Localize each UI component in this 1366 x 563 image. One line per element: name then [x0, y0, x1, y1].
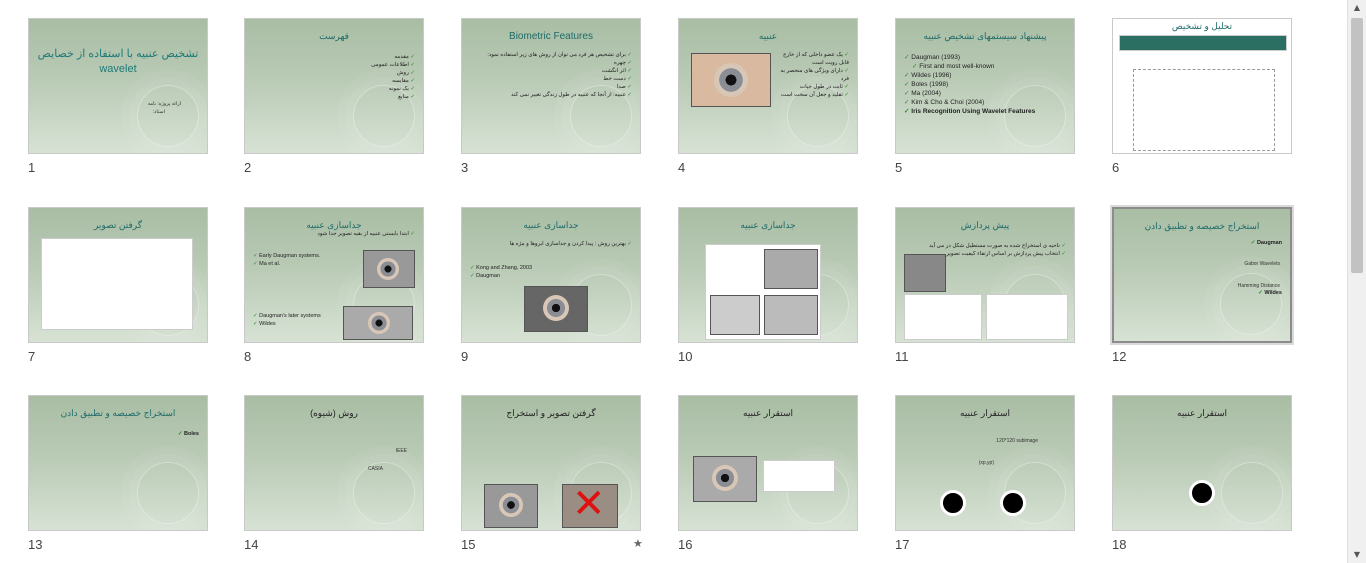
slide-thumbnail[interactable]	[895, 18, 1075, 154]
background-swirl	[1221, 462, 1283, 524]
slide-number: 2	[244, 160, 252, 175]
bullet: ✓ Early Daugman systems.	[253, 252, 415, 260]
bullet: ✓ Daugman	[1122, 239, 1282, 247]
segmented-eye	[764, 295, 818, 335]
bullet: ✓ اثر انگشت	[470, 67, 632, 75]
pupil-center-dot	[940, 490, 966, 516]
bullet: ✓ ابتدا بایستی عنبیه از بقیه تصویر جدا شود	[253, 230, 415, 238]
slide-title: تحلیل و تشخیص	[1171, 21, 1233, 31]
bullet: ✓ اطلاعات عمومی	[305, 61, 415, 69]
slide-number: 11	[895, 349, 909, 364]
background-swirl	[137, 462, 199, 524]
slide-text: Gabor Wavelets	[1244, 261, 1280, 267]
slide-title: جداسازی عنبیه	[740, 220, 796, 230]
bullet: ✓ Daugman	[470, 272, 632, 280]
slide-number: 14	[244, 537, 259, 552]
slide-thumbnail[interactable]	[678, 207, 858, 343]
slide-title: فهرست	[319, 31, 349, 41]
slide-bullets-en	[1122, 289, 1282, 297]
slide-number: 13	[28, 537, 43, 552]
bullet: ✓ ناحیه ی استخراج شده به صورت مستطیل شکل در می آید	[904, 242, 1066, 250]
background-swirl	[353, 462, 415, 524]
slide-text: CASIA	[367, 466, 383, 472]
slide-title: تشخیص عنبیه با استفاده از خصایص wavelet	[37, 48, 199, 75]
segmented-eye	[710, 295, 760, 335]
slide-bullets-en	[37, 430, 199, 438]
slide-number: 15	[461, 537, 476, 552]
segmented-eye	[764, 249, 818, 289]
slide-thumbnail[interactable]	[461, 395, 641, 531]
bullet: ✓ صدا	[470, 83, 632, 91]
slide-bullets	[253, 230, 415, 238]
slide-thumbnail[interactable]	[28, 395, 208, 531]
slide-title: استقرار عنبیه	[743, 408, 793, 418]
bullet: ✓ Wildes	[253, 320, 333, 328]
slide-number: 18	[1112, 537, 1127, 552]
iris-image	[543, 295, 569, 321]
slide-number: 7	[28, 349, 36, 364]
slide-thumbnail[interactable]	[678, 18, 858, 154]
slide-thumbnail[interactable]	[1112, 18, 1292, 154]
slide-title: جداسازی عنبیه	[306, 220, 362, 230]
slide-bullets	[904, 53, 1066, 116]
bullet: ✓ روش	[305, 69, 415, 77]
pupil-center-dot	[1189, 480, 1215, 506]
slide-title: پیش پردازش	[960, 220, 1010, 230]
slide-bullets	[470, 51, 632, 99]
slide-title: روش (شیوه)	[310, 408, 358, 418]
slide-thumbnail[interactable]	[895, 207, 1075, 343]
slide-number: 6	[1112, 160, 1120, 175]
slide-text: (xp,yp)	[978, 460, 994, 466]
slide-title: استخراج خصیصه و تطبیق دادن	[1144, 221, 1260, 231]
segmentation-figure	[705, 244, 821, 340]
slide-number: 9	[461, 349, 469, 364]
bullet: ✓ Boles (1998)	[904, 80, 1066, 89]
iris-image	[714, 63, 748, 97]
slide-bullets-en	[1122, 239, 1282, 247]
bullet: ✓ مقدمه	[305, 53, 415, 61]
eye-photo	[691, 53, 771, 107]
eye-photo	[904, 254, 946, 292]
bullet: ✓ Daugman (1993)	[904, 53, 1066, 62]
slide-thumbnail[interactable]	[244, 395, 424, 531]
slide-thumbnail[interactable]	[895, 395, 1075, 531]
slide-title: استخراج خصیصه و تطبیق دادن	[60, 408, 176, 418]
slide-title: جداسازی عنبیه	[523, 220, 579, 230]
animation-star-icon: ★	[633, 537, 643, 550]
bullet: ✓ Daugman's later systems	[253, 312, 333, 320]
bullet: ✓ ثابت در طول حیات	[775, 83, 849, 91]
slide-text: 120*120 subimage	[996, 438, 1038, 444]
slide-text: IEEE	[395, 448, 407, 454]
bullet: ✓ Boles	[37, 430, 199, 438]
scroll-down-arrow-icon[interactable]: ▼	[1353, 550, 1361, 559]
slide-text: Hamming Distance	[1237, 283, 1280, 289]
eye-photo	[524, 286, 588, 332]
slide-thumbnail[interactable]	[28, 18, 208, 154]
slide-title: استقرار عنبیه	[960, 408, 1010, 418]
bullet: ✓ تقلید و جعل آن سخت است	[775, 91, 849, 99]
background-swirl	[137, 85, 199, 147]
slide-number: 8	[244, 349, 252, 364]
bullet: ✓ First and most well-known	[904, 62, 1066, 71]
bullet: ✓ Wildes	[1122, 289, 1282, 297]
slide-bullets-en	[253, 312, 333, 328]
bullet: ✓ دارای ویژگی های منحصر به فرد	[775, 67, 849, 83]
eye-photo	[343, 306, 413, 340]
slide-title: عنبیه	[758, 31, 778, 41]
slide-thumbnail[interactable]	[244, 207, 424, 343]
bullet: ✓ یک نمونه	[305, 85, 415, 93]
bullet: ✓ منابع	[305, 93, 415, 101]
slide-title: گرفتن تصویر	[93, 220, 143, 230]
slide-thumbnail[interactable]	[678, 395, 858, 531]
eye-photo	[693, 456, 757, 502]
slide-title: پیشنهاد سیستمهای تشخیص عنبیه	[923, 31, 1047, 41]
bullet: ✓ عنبیه: از آنجا که عنبیه در طول زندگی تغییر نمی کند	[470, 91, 632, 99]
formula-box	[763, 460, 835, 492]
slide-title: گرفتن تصویر و استخراج	[506, 408, 596, 418]
slide-number: 3	[461, 160, 469, 175]
slide-thumbnail[interactable]	[244, 18, 424, 154]
slide-number: 5	[895, 160, 903, 175]
slide-number: 12	[1112, 349, 1127, 364]
slide-thumbnail[interactable]	[1112, 207, 1292, 343]
eye-photo	[484, 484, 538, 528]
bullet: ✓ Ma et al.	[253, 260, 415, 268]
slide-number: 16	[678, 537, 693, 552]
slide-thumbnail[interactable]	[461, 207, 641, 343]
bullet: ✓ چهره	[470, 59, 632, 67]
eye-photo	[363, 250, 415, 288]
flow-header	[1119, 35, 1287, 51]
slide-thumbnail[interactable]	[461, 18, 641, 154]
iris-image	[499, 493, 523, 517]
bullet: ✓ برای تشخیص هر فرد می توان از روش های زیر استفاده نمود:	[470, 51, 632, 59]
slide-number: 10	[678, 349, 693, 364]
bullet: ✓ بهترین روش : پیدا کردن و جداسازی ابروها و مژه ها	[470, 240, 632, 248]
bullet: ✓ یک عضو داخلی که از خارج قابل رویت است	[775, 51, 849, 67]
iris-image	[712, 465, 738, 491]
scroll-up-arrow-icon[interactable]: ▲	[1353, 3, 1361, 12]
red-x-icon: ✕	[572, 481, 606, 527]
pupil-center-dot	[1000, 490, 1026, 516]
slide-title: Biometric Features	[509, 31, 593, 42]
bullet: ✓ Kong and Zhang, 2003	[470, 264, 632, 272]
bullet: ✓ انتخاب پیش پردازش بر اساس ارتقاء کیفیت تصویر	[904, 250, 1066, 258]
bullet: ✓ Iris Recognition Using Wavelet Features	[904, 107, 1066, 116]
slide-title: استقرار عنبیه	[1177, 408, 1227, 418]
capture-diagram	[41, 238, 193, 330]
slide-bullets	[775, 51, 849, 99]
slide-bullets	[470, 240, 632, 248]
bullet: ✓ Wildes (1996)	[904, 71, 1066, 80]
slide-subtitle: استاد:	[152, 109, 165, 115]
normalization-diagram	[904, 294, 982, 340]
vertical-scrollbar[interactable]	[1347, 0, 1366, 563]
bullet: ✓ Kim & Cho & Choi (2004)	[904, 98, 1066, 107]
flow-diagram	[1133, 69, 1275, 151]
bullet: ✓ Ma (2004)	[904, 89, 1066, 98]
slide-thumbnail[interactable]	[28, 207, 208, 343]
slide-bullets	[305, 53, 415, 101]
slide-thumbnail[interactable]	[1112, 395, 1292, 531]
scroll-thumb[interactable]	[1351, 18, 1363, 273]
bullet: ✓ مقایسه	[305, 77, 415, 85]
iris-image	[377, 258, 399, 280]
slide-number: 1	[28, 160, 36, 175]
iris-image	[368, 312, 390, 334]
slide-number: 17	[895, 537, 910, 552]
slide-bullets-en	[470, 264, 632, 280]
slide-number: 4	[678, 160, 686, 175]
bullet: ✓ دست خط	[470, 75, 632, 83]
slide-subtitle: ارائه پروژه: نامه	[147, 101, 181, 107]
formula-box	[986, 294, 1068, 340]
